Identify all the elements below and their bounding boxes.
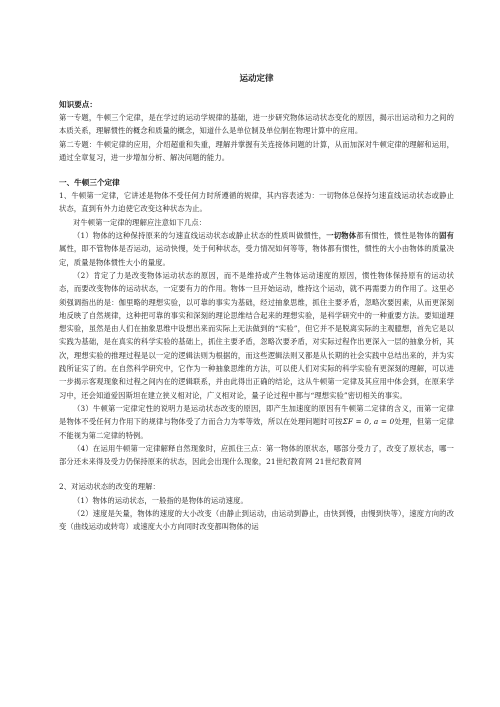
inertia-text-c: 都有惯性，惯性是物体的 — [356, 231, 440, 241]
paragraph-first-law: 1、牛顿第一定律，它讲述是物体不受任何力时所遵循的规律，其内容表述为：一切物体总保持匀速直线运动状态或静止状态，直到有外力迫使它改变这种状态为止。 — [59, 191, 454, 214]
document-title: 运动定律 — [239, 74, 274, 84]
paragraph-force-cause: （2）肯定了力是改变物体运动状态的原因，而不是维持或产生物体运动速度的原因，惯性物体保持原有的运动状态，而要改变物体的运动状态，一定要有力的作用。物体一旦开始运动，维持这个运动，就不再需要力的作用了。这里必须强调指出的是：伽里略的理想实验，以可靠的事实为基础，经过抽象思维，抓住主要矛盾，忽略次要因素，从而更深刻地反映了自然规律，这种把可靠的事实和深刻的理论思维结合起来的理想实验，是科学研究中的一种重要方法。要知道理想实验，虽然是由人们在抽象思维中设想出来而实际上无法做到的“实验”，但它并不是脱离实际的主观臆想，首先它是以实践为基础，是在真实的科学实验的基础上，抓住主要矛盾，忽略次要矛盾，对实际过程作出更深入一层的抽象分析，其次，理想实验的推理过程是以一定的逻辑法则为根据的，而这些逻辑法则又都是从长期的社会实践中总结出来的，并为实践所证实了的。在自然科学研究中，它作为一种抽象思维的方法，可以使人们对实际的科学实验有更深刻的理解，可以进一步揭示客观现象和过程之间内在的逻辑联系，并由此得出正确的结论，这从牛顿第一定律及其应用中体会到，在原来学习中，还会知道爱因斯坦在建立狭义相对论，广义相对论，量子论过程中都与“理想实验”密切相关的事实。 — [59, 270, 454, 400]
key-point-1: 第一专题，牛顿三个定律，是在学过的运动学规律的基础，进一步研究物体运动状态变化的原因，揭示出运动和力之间的本质关系，理解惯性的概念和质量的概念，知道什么是单位制及单位制在物理计算中的应用。 — [59, 113, 454, 136]
inertia-text-a: （1）物体的这种保持原来的匀速直线运动状态或静止状态的性质叫做惯性， — [73, 231, 327, 241]
section-2-heading-text: 2、对运动状态的改变的理解： — [59, 482, 160, 492]
net-force-formula: ΣF = 0, a = 0 — [342, 417, 395, 427]
second-law-text-a: （3）牛顿第一定律定性的说明力是运动状态改变的原因，即产生加速度的原因有牛顿第二定律的含义，而第一定律是物体不受任何力作用下的规律与物体受了力而合力为零等效，所以在处理问题时可按 — [59, 403, 454, 427]
second-law-text-b: 处理，但第一定律不能视为第二定律的特例。 — [59, 417, 454, 440]
paragraph-motion-state-definition: （1）物体的运动状态，一般指的是物体的运动速度。 — [73, 495, 248, 505]
inertia-text-e: 属性，即不管物体是否运动，运动快慢，处于何种状态，受力情况如何等等，物体都有惯性，惯性的大小由物体的质量决定，质量是物体惯性大小的量度。 — [59, 244, 454, 267]
key-points-heading: 知识要点： — [59, 100, 97, 109]
inertia-emphasis-all-objects: 一切物体 — [326, 231, 357, 241]
paragraph-inertia — [59, 229, 454, 269]
section-heading-motion-state — [59, 480, 454, 493]
paragraph-velocity-vector: （2）速度是矢量，物体的速度的大小改变（由静止到运动，由运动到静止，由快到慢，由慢到快等），速度方向的改变（曲线运动或转弯）或速度大小方向同时改变都叫物体的运 — [59, 509, 454, 532]
key-point-2: 第二专题：牛顿定律的应用，介绍超重和失重，理解并掌握有关连接体问题的计算，从而加深对牛顿定律的理解和运用，通过全章复习，进一步增加分析、解决问题的能力。 — [59, 139, 454, 162]
paragraph-notes-intro: 对牛顿第一定律的理解应注意如下几点： — [73, 217, 207, 227]
paragraph-second-law-relation — [59, 402, 454, 442]
paragraph-explaining-phenomena: （4）在运用牛顿第一定律解释自然现象时，应抓住三点：第一物体的原状态，哪部分受力了，改变了原状态，哪一部分还未来得及受力仍保持原来的状态，因此会出现什么现象，21世纪教育网 21世纪教育网 — [59, 443, 454, 467]
inertia-emphasis-inherent: 固有 — [439, 231, 454, 241]
section-heading-newton-laws: 一、牛顿三个定律 — [59, 178, 120, 188]
